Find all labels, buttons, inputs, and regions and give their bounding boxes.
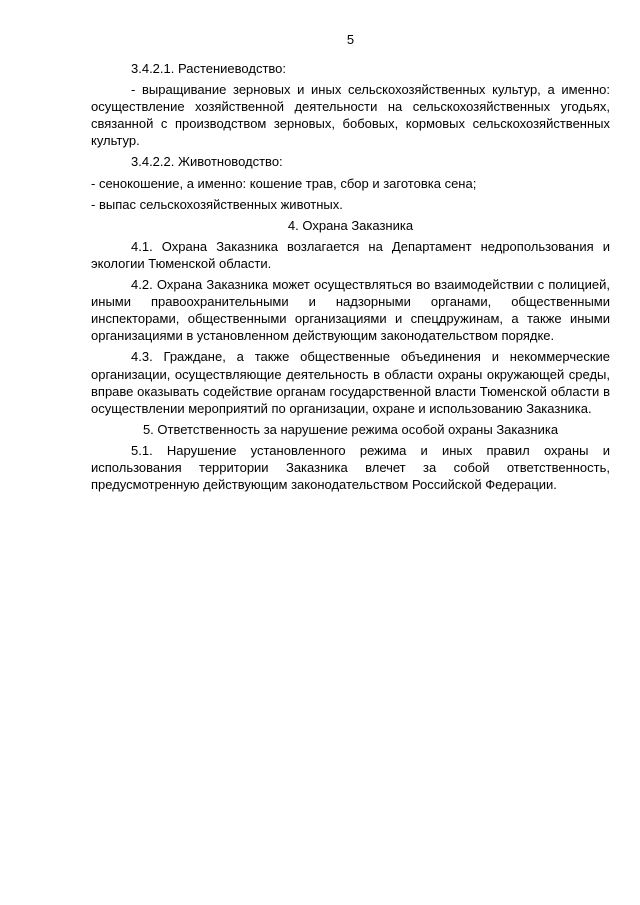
page-number: 5 — [346, 32, 355, 47]
section-4-heading: 4. Охрана Заказника — [287, 217, 414, 233]
clause-4-2: 4.2. Охрана Заказника может осуществляться во взаимодействии с полицией, иными правоохранительными и надзорными органами, общественными инспекторами, общественными организациями и спецдружинам, а также иными организациями в установленном действующим законодательством порядке. — [91, 277, 610, 344]
clause-3-4-2-1-heading: 3.4.2.1. Растениеводство: — [131, 61, 287, 76]
clause-3-4-2-1-text: - выращивание зерновых и иных сельскохозяйственных культур, а именно: осуществление хозяйственной деятельности на сельскохозяйственных угодьях, связанной с производством зерновых, бобовых, кормовых сельскохозяйственных культур. — [91, 82, 610, 149]
document-body — [91, 60, 610, 493]
clause-3-4-2-2-item-1: - сенокошение, а именно: кошение трав, сбор и заготовка сена; — [91, 175, 477, 191]
clause-3-4-2-2-heading: 3.4.2.2. Животноводство: — [131, 154, 283, 170]
section-5-heading: 5. Ответственность за нарушение режима особой охраны Заказника — [142, 421, 559, 437]
clause-4-1: 4.1. Охрана Заказника возлагается на Департамент недропользования и экологии Тюменской области. — [91, 238, 610, 271]
clause-5-1: 5.1. Нарушение установленного режима и иных правил охраны и использования территории Заказника влечет за собой ответственность, предусмотренную действующим законодательством Российской Федерации. — [91, 442, 610, 493]
clause-3-4-2-2-item-2: - выпас сельскохозяйственных животных. — [91, 196, 343, 212]
clause-4-3: 4.3. Граждане, а также общественные объединения и некоммерческие организации, осуществляющие деятельность в области охраны окружающей среды, вправе оказывать содействие органам государственной власти Тюменской области в осуществлении мероприятий по организации, охране и использованию Заказника. — [91, 349, 610, 416]
